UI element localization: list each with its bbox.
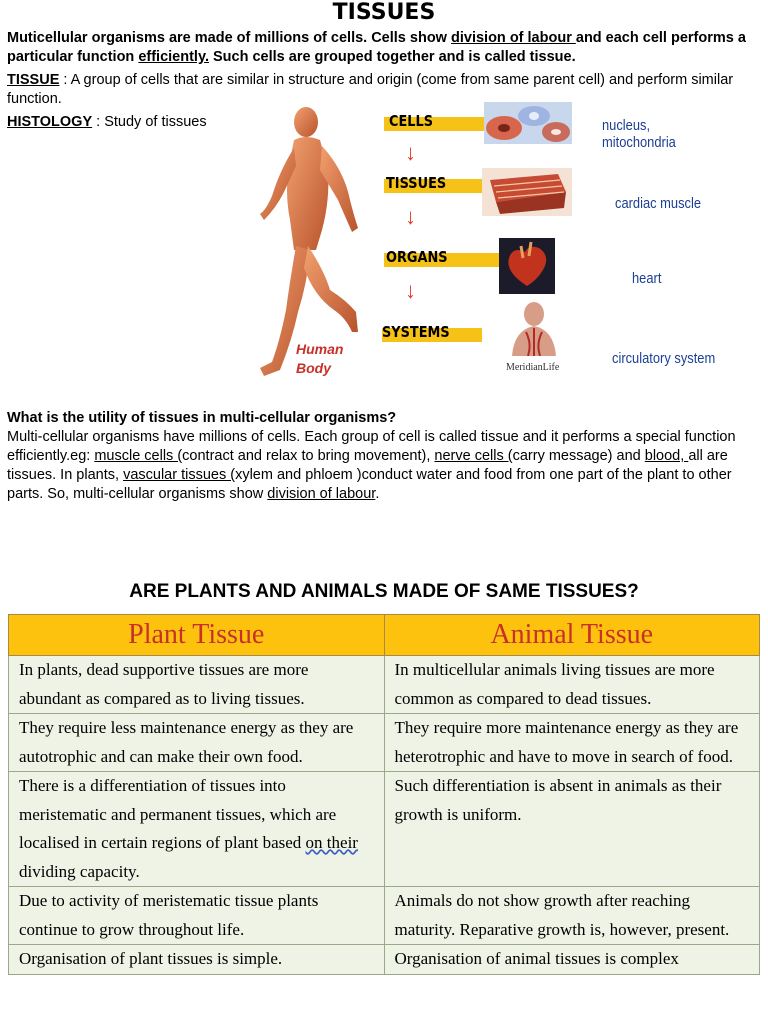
animal-cell: In multicellular animals living tissues are more common as compared to dead tissues. — [384, 656, 760, 714]
organisation-diagram — [244, 100, 744, 390]
cardiac-muscle-image-icon — [482, 168, 572, 216]
arrow-organs-to-systems-icon: ↓ — [405, 278, 416, 303]
histology-term: HISTOLOGY — [7, 114, 93, 130]
page-title: TISSUES — [332, 0, 436, 25]
intro-text-1: Muticellular organisms are made of millions of cells. Cells show — [7, 30, 451, 46]
arrow-cells-to-tissues-icon: ↓ — [405, 140, 416, 165]
division-of-labour-link: division of labour — [267, 486, 376, 502]
animal-cell: Animals do not show growth after reaching maturity. Reparative growth is, however, present. — [384, 887, 760, 945]
intro-text-2: and each cell performs a particular function — [7, 30, 746, 65]
animal-cell: Organisation of animal tissues is complex — [384, 945, 760, 975]
brand-logo: MeridianLife — [506, 362, 560, 373]
utility-question: What is the utility of tissues in multi-cellular organisms? — [7, 410, 397, 426]
plant-cell: Organisation of plant tissues is simple. — [9, 945, 385, 975]
cells-example: nucleus, mitochondria — [602, 117, 676, 151]
histology-definition — [7, 113, 227, 132]
plant-cell: Due to activity of meristematic tissue plants continue to grow throughout life. — [9, 887, 385, 945]
intro-link-division: division of labour — [451, 30, 576, 46]
spellcheck-underline: on their — [305, 833, 358, 852]
table-row — [9, 945, 760, 975]
utility-answer: Multi-cellular organisms have millions of cells. Each group of cell is called tissue and it performs a special function efficiently.eg: muscle cells (contract and relax to bring movement), nerve cells (carry message) and blood, all are tissues. In plants, vascular tissues (xylem and phloem )conduct water and food from one part of the plant to other parts. So, multi-cellular organisms show division of labour. — [7, 429, 736, 502]
tissues-example: cardiac muscle — [615, 195, 702, 212]
blood-link: blood, — [644, 448, 689, 464]
tissue-definition-text: : A group of cells that are similar in structure and origin (come from same parent cell) and perform similar function. — [7, 72, 734, 107]
histology-text: : Study of tissues — [92, 114, 207, 130]
nerve-cells-link: nerve cells ( — [434, 448, 513, 464]
intro-text-3: Such cells are grouped together and is called tissue. — [208, 49, 576, 65]
intro-paragraph — [7, 29, 759, 67]
intro-link-efficiently: efficiently. — [138, 49, 209, 65]
animal-cell: Such differentiation is absent in animals as their growth is uniform. — [384, 772, 760, 887]
circulatory-system-image-icon — [502, 300, 566, 356]
table-header-row — [9, 615, 760, 656]
plant-cell: There is a differentiation of tissues into meristematic and permanent tissues, which are localised in certain regions of plant based on their dividing capacity. — [9, 772, 385, 887]
heart-image-icon — [499, 238, 555, 294]
stage-cells: CELLS — [389, 112, 434, 130]
arrow-tissues-to-organs-icon: ↓ — [405, 204, 416, 229]
cells-image-icon — [484, 102, 572, 144]
muscle-cells-link: muscle cells ( — [94, 448, 183, 464]
systems-example: circulatory system — [612, 350, 716, 367]
plant-cell: They require less maintenance energy as they are autotrophic and can make their own food. — [9, 714, 385, 772]
header-plant-tissue: Plant Tissue — [9, 615, 385, 656]
stage-tissues: TISSUES — [386, 174, 447, 192]
comparison-heading: ARE PLANTS AND ANIMALS MADE OF SAME TISSUES? — [129, 581, 639, 602]
tissue-term: TISSUE — [7, 72, 60, 88]
animal-cell: They require more maintenance energy as they are heterotrophic and have to move in search of food. — [384, 714, 760, 772]
vascular-tissues-link: vascular tissues ( — [123, 467, 236, 483]
human-body-label: Human Body — [296, 341, 344, 376]
stage-organs: ORGANS — [386, 248, 448, 266]
table-row — [9, 772, 760, 887]
plant-cell: In plants, dead supportive tissues are more abundant as compared as to living tissues. — [9, 656, 385, 714]
table-row — [9, 887, 760, 945]
table-row — [9, 656, 760, 714]
table-row — [9, 714, 760, 772]
header-animal-tissue: Animal Tissue — [384, 615, 760, 656]
organs-example: heart — [632, 270, 662, 287]
stage-systems: SYSTEMS — [382, 323, 450, 341]
comparison-table — [8, 614, 760, 975]
